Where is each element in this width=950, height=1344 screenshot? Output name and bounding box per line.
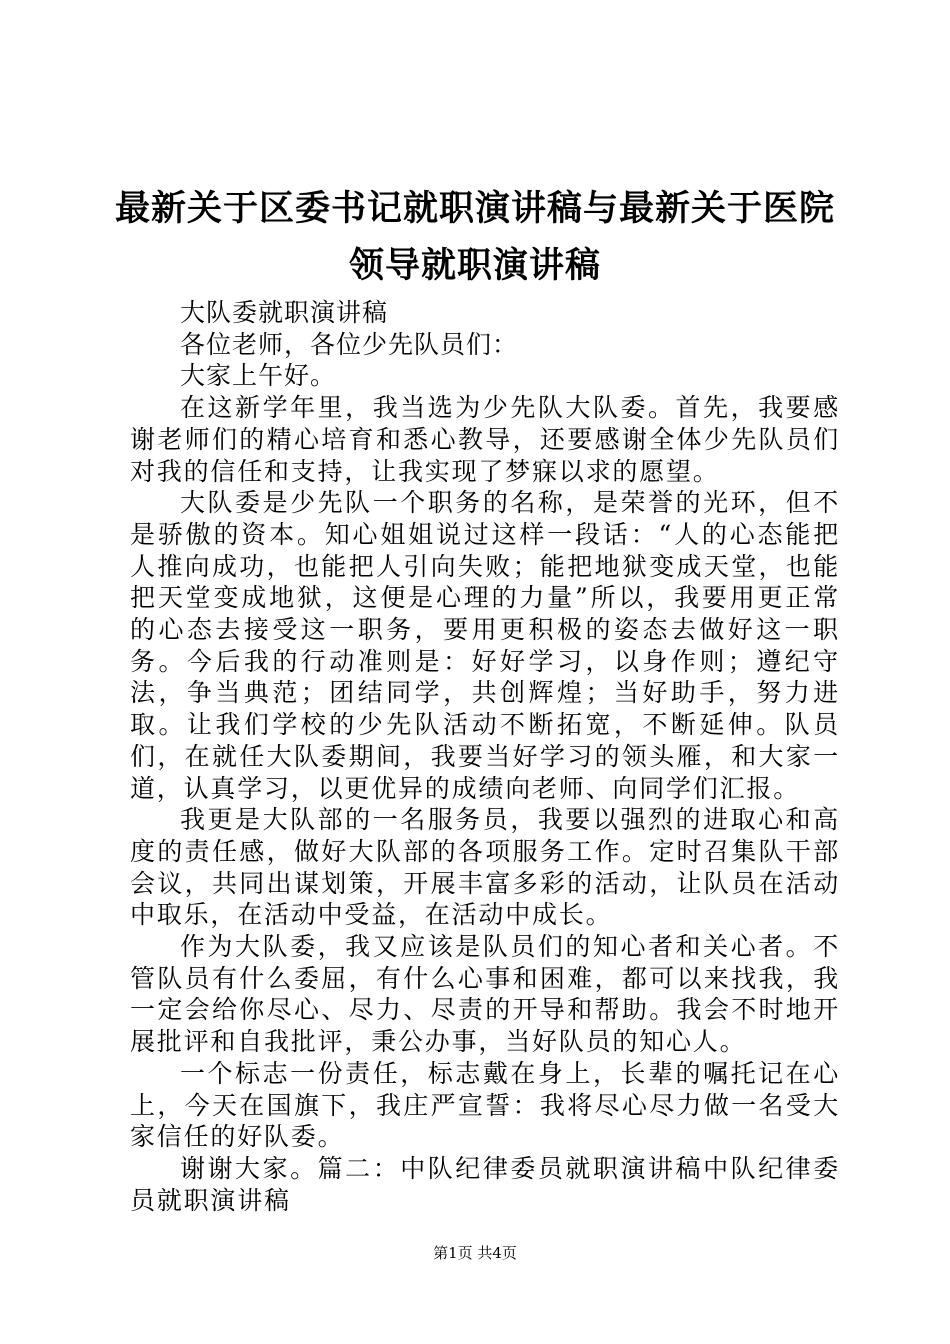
paragraph-speech-title: 大队委就职演讲稿	[180, 298, 389, 327]
paragraph-closing: 谢谢大家。篇二：中队纪律委员就职演讲稿中队纪律委员就职演讲稿	[130, 1153, 840, 1215]
document-body	[130, 297, 840, 1216]
document-title-line-1: 最新关于区委书记就职演讲稿与最新关于医院	[114, 188, 835, 229]
paragraph-oath: 一个标志一份责任，标志戴在身上，长辈的嘱托记在心上，今天在国旗下，我庄严宣誓：我将尽心尽力做一名受大家信任的好队委。	[130, 1058, 840, 1152]
paragraph-greeting: 大家上午好。	[180, 361, 337, 391]
paragraph-service: 我更是大队部的一名服务员，我要以强烈的进取心和高度的责任感，做好大队部的各项服务工作。定时召集队干部会议，共同出谋划策，开展丰富多彩的活动，让队员在活动中取乐，在活动中受益，在活动中成长。	[130, 805, 840, 930]
paragraph-thanks: 在这新学年里，我当选为少先队大队委。首先，我要感谢老师们的精心培育和悉心教导，还要感谢全体少先队员们对我的信任和支持，让我实现了梦寐以求的愿望。	[130, 393, 840, 486]
document-title-line-2: 领导就职演讲稿	[348, 245, 601, 286]
paragraph-salutation: 各位老师，各位少先队员们：	[180, 329, 519, 359]
page-footer: 第1页 共4页	[433, 1244, 517, 1262]
paragraph-confidant: 作为大队委，我又应该是队员们的知心者和关心者。不管队员有什么委屈，有什么心事和困难，都可以来找我，我一定会给你尽心、尽力、尽责的开导和帮助。我会不时地开展批评和自我批评，秉公办事，当好队员的知心人。	[130, 932, 840, 1057]
paragraph-role-meaning: 大队委是少先队一个职务的名称，是荣誉的光环，但不是骄傲的资本。知心姐姐说过这样一段话：“人的心态能把人推向成功，也能把人引向失败；能把地狱变成天堂，也能把天堂变成地狱，这便是心理的力量”所以，我要用更正常的心态去接受这一职务，要用更积极的姿态去做好这一职务。今后我的行动准则是：好好学习，以身作则；遵纪守法，争当典范；团结同学，共创辉煌；当好助手，努力进取。让我们学校的少先队活动不断拓宽，不断延伸。队员们，在就任大队委期间，我要当好学习的领头雁，和大家一道，认真学习，以更优异的成绩向老师、向同学们汇报。	[130, 488, 840, 803]
